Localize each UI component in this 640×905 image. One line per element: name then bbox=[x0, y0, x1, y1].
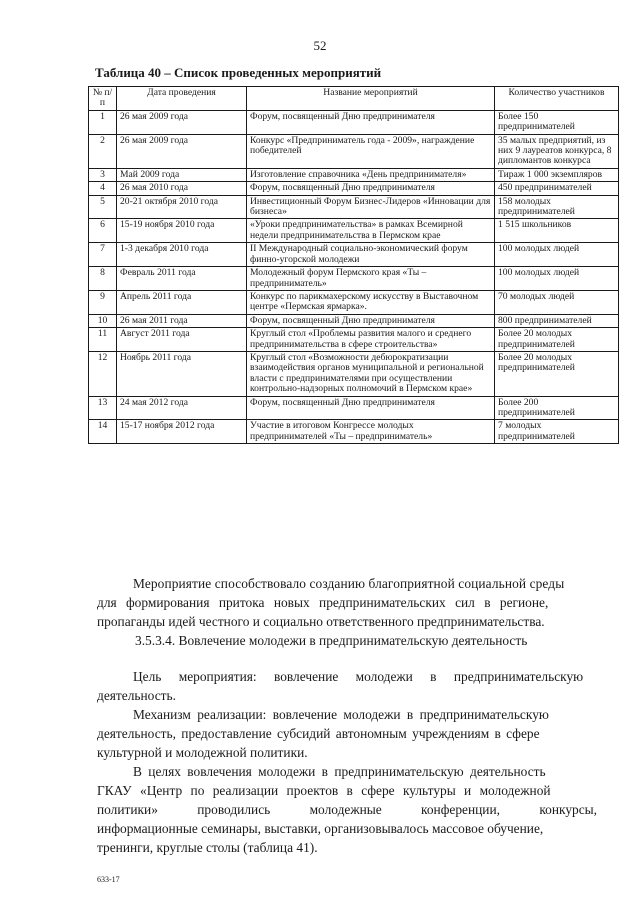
event-name-cell: «Уроки предпринимательства» в рамках Всемирной недели предпринимательства в Пермском крае bbox=[247, 219, 495, 243]
participants-cell: 450 предпринимателей bbox=[495, 182, 619, 195]
table-row bbox=[89, 168, 619, 181]
text-line: политики» проводились молодежные конференции, конкурсы, bbox=[97, 802, 598, 817]
table-row bbox=[89, 134, 619, 168]
num-cell: 11 bbox=[89, 328, 117, 352]
table-row bbox=[89, 182, 619, 195]
event-name-cell: Круглый стол «Возможности дебюрократизации взаимодействия органов муниципальной и региональной власти с предпринимателями при осуществлении контрольно-надзорных полномочий в Пермском крае» bbox=[247, 351, 495, 396]
text-line: тренинги, круглые столы (таблица 41). bbox=[97, 840, 318, 855]
date-cell: 15-17 ноября 2012 года bbox=[117, 420, 247, 444]
table-row bbox=[89, 420, 619, 444]
paragraph-mechanism bbox=[97, 705, 612, 762]
participants-cell: Более 20 молодых предпринимателей bbox=[495, 351, 619, 396]
event-name-cell: Изготовление справочника «День предпринимателя» bbox=[247, 168, 495, 181]
event-name-cell: Круглый стол «Проблемы развития малого и среднего предпринимательства в сфере строительства» bbox=[247, 328, 495, 352]
events-table bbox=[88, 86, 619, 444]
num-cell: 1 bbox=[89, 110, 117, 134]
date-cell: 26 мая 2010 года bbox=[117, 182, 247, 195]
num-cell: 13 bbox=[89, 396, 117, 420]
text-line: культурной и молодежной политики. bbox=[97, 745, 308, 760]
table-row bbox=[89, 314, 619, 327]
text-line: пропаганды идей честного и социально ответственного предпринимательства. bbox=[97, 614, 545, 629]
section-heading: 3.5.3.4. Вовлечение молодежи в предпринимательскую деятельность bbox=[135, 633, 528, 648]
date-cell: Август 2011 года bbox=[117, 328, 247, 352]
date-cell: 26 мая 2009 года bbox=[117, 134, 247, 168]
table-row bbox=[89, 243, 619, 267]
header-num: № п/п bbox=[89, 87, 117, 111]
num-cell: 14 bbox=[89, 420, 117, 444]
text-line: ГКАУ «Центр по реализации проектов в сфере культуры и молодежной bbox=[97, 783, 551, 798]
page-number: 52 bbox=[313, 38, 327, 53]
event-name-cell: Форум, посвященный Дню предпринимателя bbox=[247, 314, 495, 327]
date-cell: 20-21 октября 2010 года bbox=[117, 195, 247, 219]
text-line: Цель мероприятия: вовлечение молодежи в предпринимательскую bbox=[133, 669, 584, 684]
text-line: Механизм реализации: вовлечение молодежи в предпринимательскую bbox=[133, 707, 549, 722]
date-cell: 15-19 ноября 2010 года bbox=[117, 219, 247, 243]
date-cell: 1-3 декабря 2010 года bbox=[117, 243, 247, 267]
text-line: В целях вовлечения молодежи в предпринимательскую деятельность bbox=[133, 764, 546, 779]
header-participants: Количество участников bbox=[495, 87, 619, 111]
text-line: информационные семинары, выставки, организовывалось массовое обучение, bbox=[97, 821, 544, 836]
participants-cell: Более 200 предпринимателей bbox=[495, 396, 619, 420]
date-cell: 26 мая 2011 года bbox=[117, 314, 247, 327]
date-cell: Апрель 2011 года bbox=[117, 290, 247, 314]
header-date: Дата проведения bbox=[117, 87, 247, 111]
participants-cell: 800 предпринимателей bbox=[495, 314, 619, 327]
date-cell: 24 мая 2012 года bbox=[117, 396, 247, 420]
table-row bbox=[89, 110, 619, 134]
num-cell: 6 bbox=[89, 219, 117, 243]
table-row bbox=[89, 267, 619, 291]
event-name-cell: Участие в итоговом Конгрессе молодых предпринимателей «Ты – предприниматель» bbox=[247, 420, 495, 444]
table-row bbox=[89, 351, 619, 396]
participants-cell: 100 молодых людей bbox=[495, 267, 619, 291]
participants-cell: 7 молодых предпринимателей bbox=[495, 420, 619, 444]
text-line: деятельность. bbox=[97, 688, 176, 703]
table-body bbox=[89, 110, 619, 443]
num-cell: 3 bbox=[89, 168, 117, 181]
table-row bbox=[89, 195, 619, 219]
num-cell: 10 bbox=[89, 314, 117, 327]
participants-cell: 100 молодых людей bbox=[495, 243, 619, 267]
table-header bbox=[89, 87, 619, 111]
table-row bbox=[89, 396, 619, 420]
paragraph-activities bbox=[97, 762, 612, 857]
event-name-cell: II Международный социально-экономический форум финно-угорской молодежи bbox=[247, 243, 495, 267]
paragraph-goal bbox=[97, 667, 612, 705]
date-cell: Февраль 2011 года bbox=[117, 267, 247, 291]
num-cell: 4 bbox=[89, 182, 117, 195]
text-line: деятельность, предоставление субсидий автономным учреждениям в сфере bbox=[97, 726, 540, 741]
num-cell: 9 bbox=[89, 290, 117, 314]
participants-cell: Тираж 1 000 экземпляров bbox=[495, 168, 619, 181]
text-line: Мероприятие способствовало созданию благоприятной социальной среды bbox=[133, 576, 565, 591]
date-cell: Май 2009 года bbox=[117, 168, 247, 181]
participants-cell: 35 малых предприятий, из них 9 лауреатов конкурса, 8 дипломантов конкурса bbox=[495, 134, 619, 168]
num-cell: 8 bbox=[89, 267, 117, 291]
participants-cell: Более 20 молодых предпринимателей bbox=[495, 328, 619, 352]
participants-cell: 1 515 школьников bbox=[495, 219, 619, 243]
event-name-cell: Конкурс по парикмахерскому искусству в Выставочном центре «Пермская ярмарка». bbox=[247, 290, 495, 314]
paragraph-result bbox=[97, 574, 612, 631]
event-name-cell: Конкурс «Предприниматель года - 2009», награждение победителей bbox=[247, 134, 495, 168]
date-cell: Ноябрь 2011 года bbox=[117, 351, 247, 396]
num-cell: 12 bbox=[89, 351, 117, 396]
num-cell: 5 bbox=[89, 195, 117, 219]
num-cell: 2 bbox=[89, 134, 117, 168]
participants-cell: 70 молодых людей bbox=[495, 290, 619, 314]
date-cell: 26 мая 2009 года bbox=[117, 110, 247, 134]
header-event-name: Название мероприятий bbox=[247, 87, 495, 111]
num-cell: 7 bbox=[89, 243, 117, 267]
participants-cell: 158 молодых предпринимателей bbox=[495, 195, 619, 219]
text-line: для формирования притока новых предпринимательских сил в регионе, bbox=[97, 595, 549, 610]
event-name-cell: Форум, посвященный Дню предпринимателя bbox=[247, 182, 495, 195]
event-name-cell: Инвестиционный Форум Бизнес-Лидеров «Инновации для бизнеса» bbox=[247, 195, 495, 219]
table-title: Таблица 40 – Список проведенных мероприятий bbox=[95, 65, 382, 80]
footer-code: 633-17 bbox=[97, 875, 120, 884]
event-name-cell: Форум, посвященный Дню предпринимателя bbox=[247, 396, 495, 420]
participants-cell: Более 150 предпринимателей bbox=[495, 110, 619, 134]
event-name-cell: Молодежный форум Пермского края «Ты – предприниматель» bbox=[247, 267, 495, 291]
table-row bbox=[89, 290, 619, 314]
event-name-cell: Форум, посвященный Дню предпринимателя bbox=[247, 110, 495, 134]
table-row bbox=[89, 219, 619, 243]
table-row bbox=[89, 328, 619, 352]
